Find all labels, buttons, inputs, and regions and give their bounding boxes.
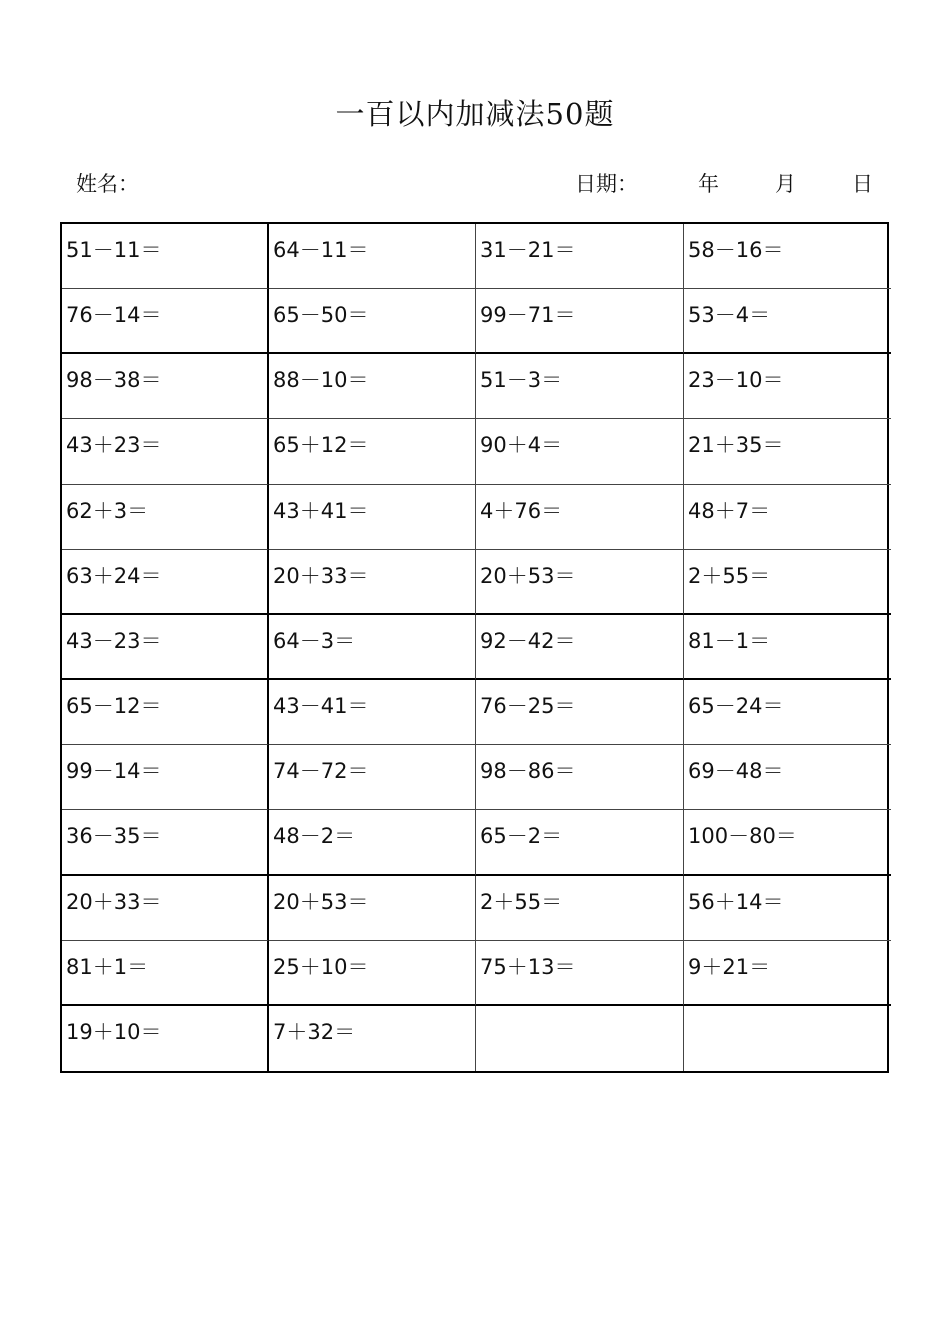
name-label: 姓名： bbox=[76, 172, 139, 196]
problem-cell bbox=[684, 1006, 891, 1071]
problem-cell: 2＋55＝ bbox=[476, 876, 684, 941]
problem-cell: 62＋3＝ bbox=[62, 485, 269, 550]
problem-cell: 65－50＝ bbox=[269, 289, 476, 354]
problem-cell: 9＋21＝ bbox=[684, 941, 891, 1006]
problem-cell: 98－86＝ bbox=[476, 745, 684, 810]
problem-cell: 65－12＝ bbox=[62, 680, 269, 745]
problem-table bbox=[60, 222, 889, 1073]
problem-cell: 99－71＝ bbox=[476, 289, 684, 354]
year-label: 年 bbox=[698, 172, 719, 196]
problem-cell: 98－38＝ bbox=[62, 354, 269, 419]
problem-cell: 92－42＝ bbox=[476, 615, 684, 680]
problem-cell: 64－3＝ bbox=[269, 615, 476, 680]
problem-cell: 64－11＝ bbox=[269, 224, 476, 289]
problem-cell: 81＋1＝ bbox=[62, 941, 269, 1006]
problem-cell: 43＋23＝ bbox=[62, 419, 269, 484]
problem-cell: 21＋35＝ bbox=[684, 419, 891, 484]
problem-cell: 51－3＝ bbox=[476, 354, 684, 419]
problem-cell: 20＋33＝ bbox=[269, 550, 476, 615]
problem-cell: 31－21＝ bbox=[476, 224, 684, 289]
problem-cell: 25＋10＝ bbox=[269, 941, 476, 1006]
problem-cell: 7＋32＝ bbox=[269, 1006, 476, 1071]
problem-cell: 100－80＝ bbox=[684, 810, 891, 875]
problem-cell: 69－48＝ bbox=[684, 745, 891, 810]
problem-cell: 99－14＝ bbox=[62, 745, 269, 810]
problem-cell: 19＋10＝ bbox=[62, 1006, 269, 1071]
problem-cell: 51－11＝ bbox=[62, 224, 269, 289]
problem-cell: 43＋41＝ bbox=[269, 485, 476, 550]
problem-cell: 76－14＝ bbox=[62, 289, 269, 354]
problem-cell: 4＋76＝ bbox=[476, 485, 684, 550]
problem-cell: 63＋24＝ bbox=[62, 550, 269, 615]
problem-cell: 20＋53＝ bbox=[476, 550, 684, 615]
day-label: 日 bbox=[852, 172, 873, 196]
problem-cell: 65－2＝ bbox=[476, 810, 684, 875]
problem-cell: 48－2＝ bbox=[269, 810, 476, 875]
problem-cell: 81－1＝ bbox=[684, 615, 891, 680]
problem-cell: 90＋4＝ bbox=[476, 419, 684, 484]
problem-cell: 48＋7＝ bbox=[684, 485, 891, 550]
problem-cell: 56＋14＝ bbox=[684, 876, 891, 941]
page-title: 一百以内加减法50题 bbox=[335, 97, 615, 131]
problem-cell: 65＋12＝ bbox=[269, 419, 476, 484]
problem-cell: 20＋53＝ bbox=[269, 876, 476, 941]
problem-cell bbox=[476, 1006, 684, 1071]
month-label: 月 bbox=[775, 172, 796, 196]
problem-cell: 36－35＝ bbox=[62, 810, 269, 875]
problem-cell: 75＋13＝ bbox=[476, 941, 684, 1006]
problem-cell: 53－4＝ bbox=[684, 289, 891, 354]
problem-cell: 65－24＝ bbox=[684, 680, 891, 745]
problem-cell: 43－23＝ bbox=[62, 615, 269, 680]
problem-cell: 88－10＝ bbox=[269, 354, 476, 419]
problem-cell: 2＋55＝ bbox=[684, 550, 891, 615]
date-label: 日期： bbox=[575, 172, 638, 196]
problem-cell: 43－41＝ bbox=[269, 680, 476, 745]
problem-cell: 74－72＝ bbox=[269, 745, 476, 810]
problem-cell: 23－10＝ bbox=[684, 354, 891, 419]
problem-cell: 58－16＝ bbox=[684, 224, 891, 289]
problem-cell: 76－25＝ bbox=[476, 680, 684, 745]
problem-cell: 20＋33＝ bbox=[62, 876, 269, 941]
